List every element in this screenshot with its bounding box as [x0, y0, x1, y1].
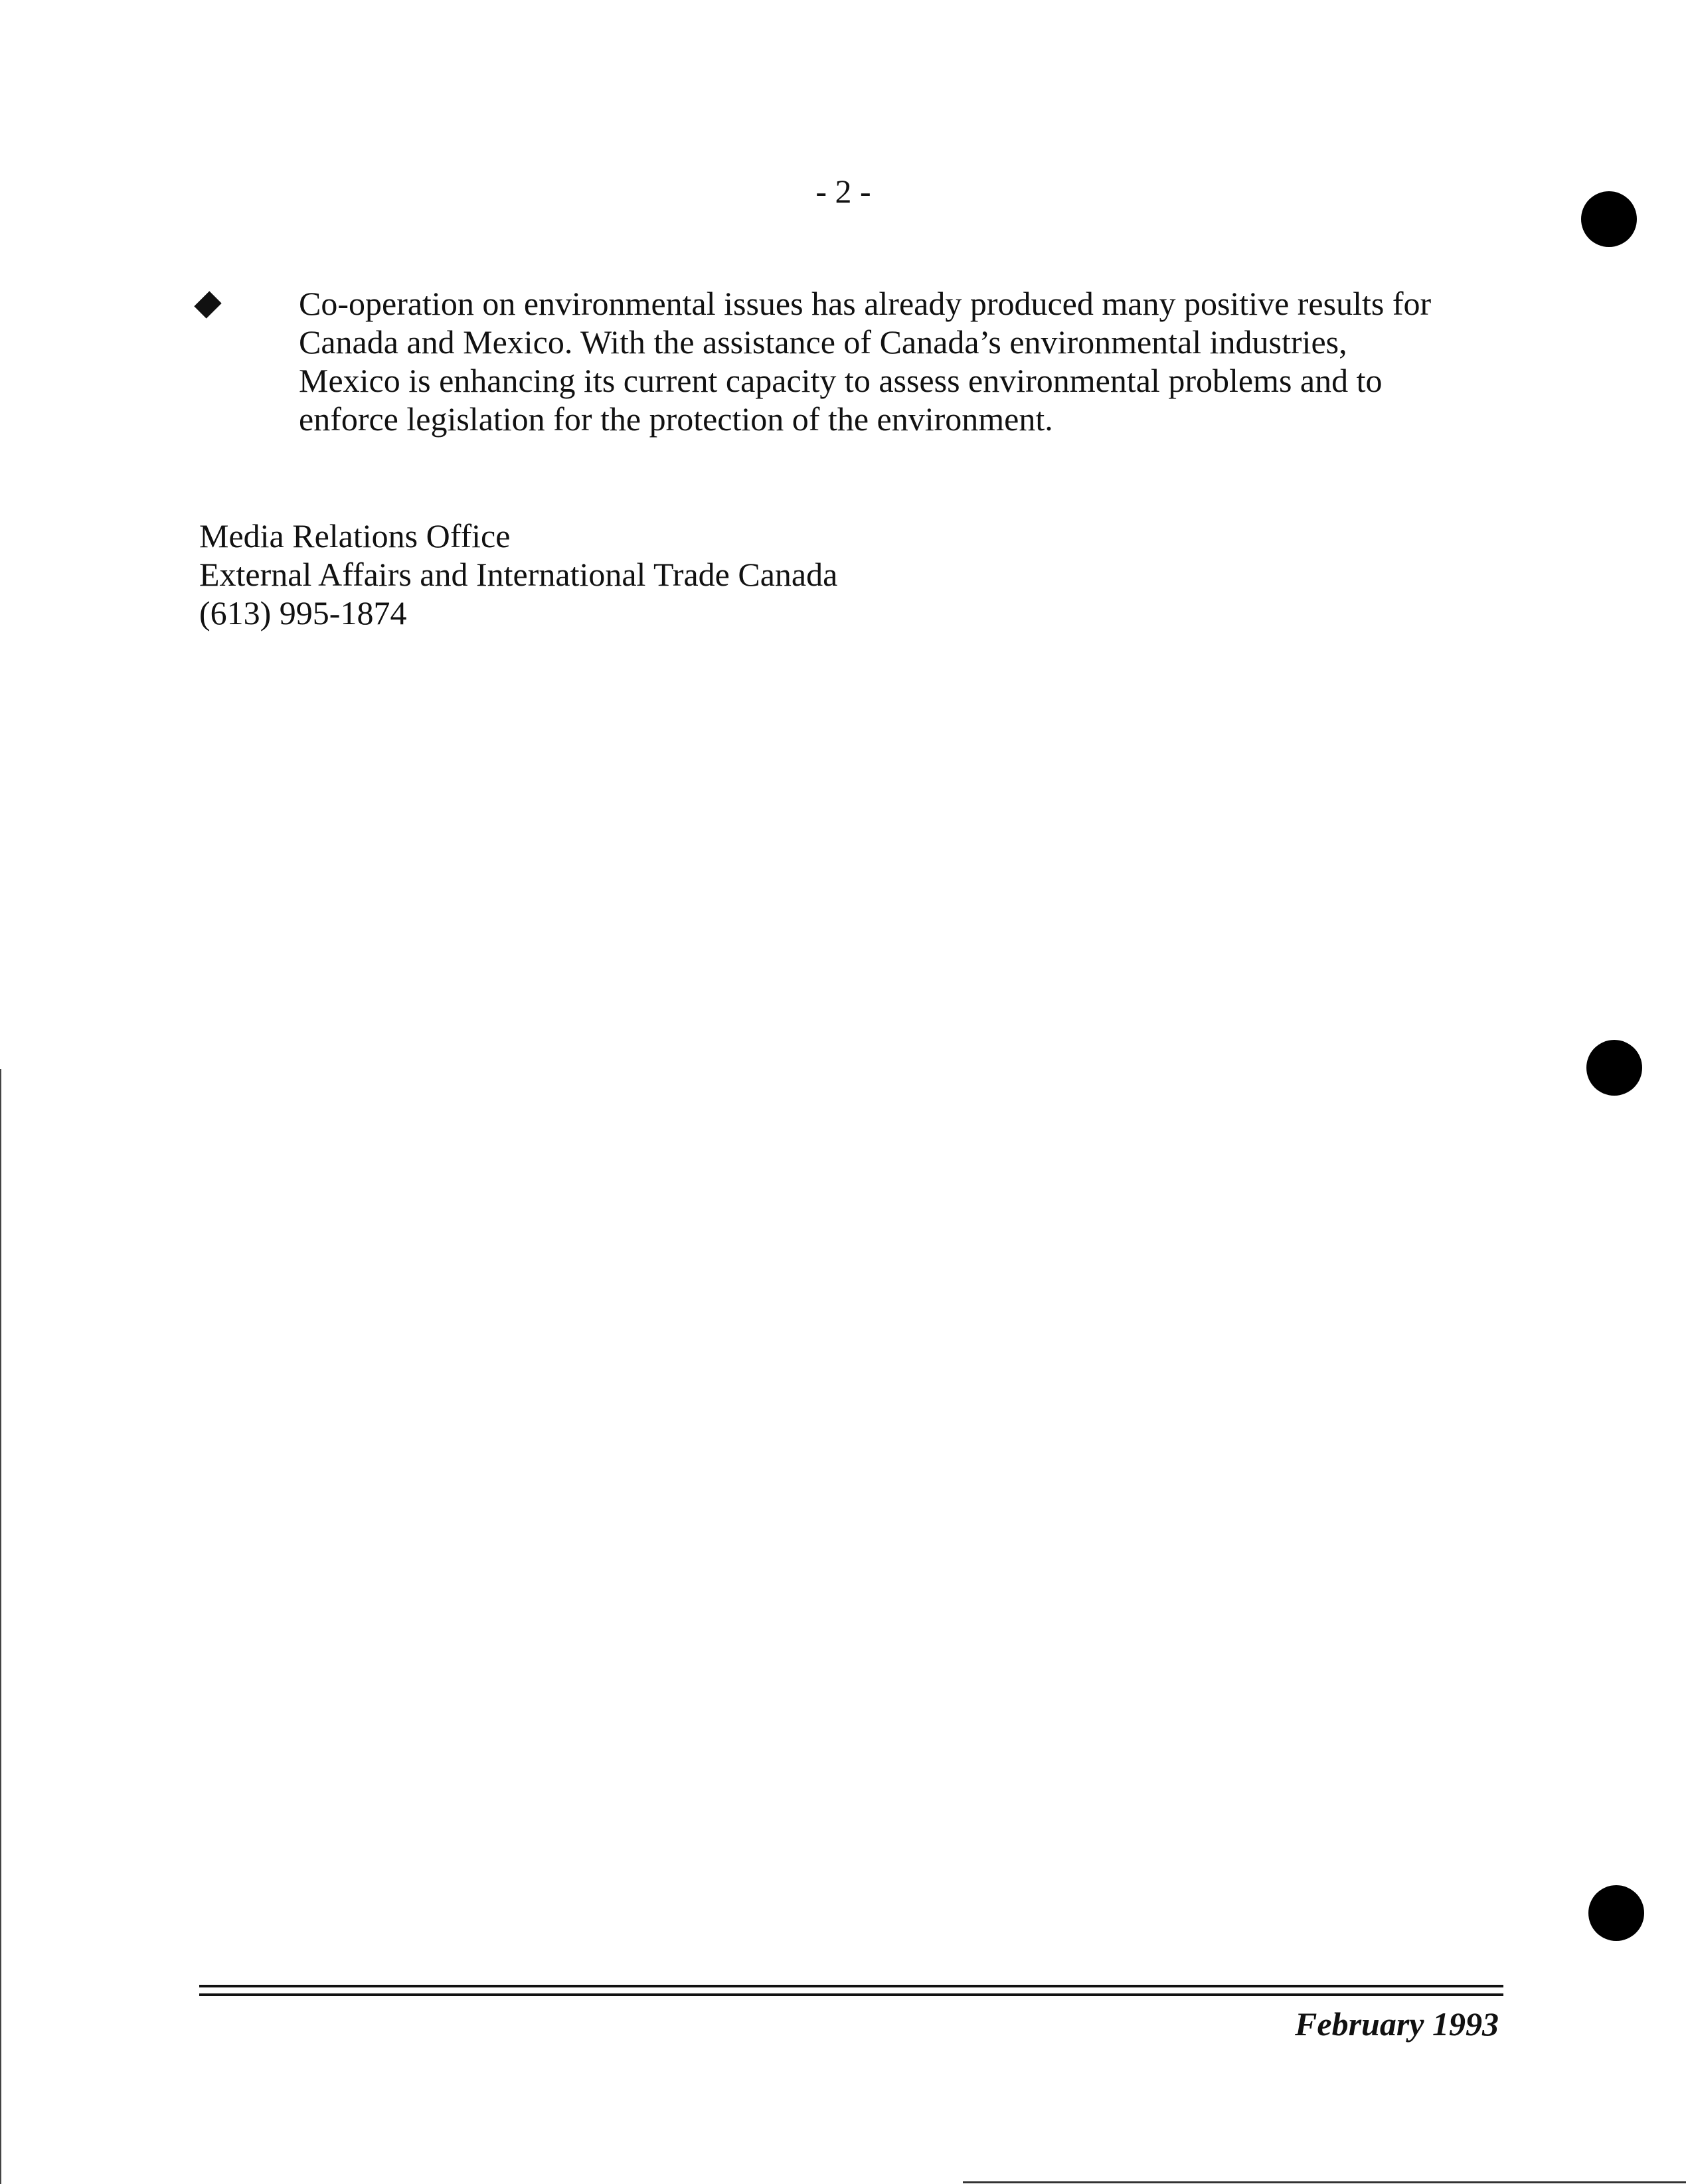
diamond-bullet-icon: [194, 291, 221, 318]
bullet-line: Co-operation on environmental issues has already produced many positive results for: [299, 285, 1432, 322]
footer-date: February 1993: [1295, 2005, 1499, 2043]
footer-rule-bottom: [199, 1993, 1503, 1996]
scan-edge-left: [0, 1069, 1, 2184]
punch-hole-top: [1581, 191, 1637, 247]
bullet-line: Mexico is enhancing its current capacity to assess environmental problems and to: [299, 362, 1383, 399]
bullet-line: enforce legislation for the protection of the environment.: [299, 400, 1053, 438]
bullet-text: [299, 284, 1680, 438]
contact-phone: (613) 995-1874: [199, 594, 407, 631]
punch-hole-bottom: [1588, 1885, 1644, 1941]
punch-hole-middle: [1586, 1040, 1642, 1096]
bullet-line: Canada and Mexico. With the assistance of Canada’s environmental industries,: [299, 323, 1347, 361]
footer-rule-top: [199, 1985, 1503, 1987]
contact-office: Media Relations Office: [199, 517, 511, 554]
contact-department: External Affairs and International Trade Canada: [199, 556, 838, 593]
page-number: - 2 -: [815, 173, 871, 210]
contact-block: [199, 517, 837, 632]
scan-edge-bottom: [963, 2181, 1686, 2183]
